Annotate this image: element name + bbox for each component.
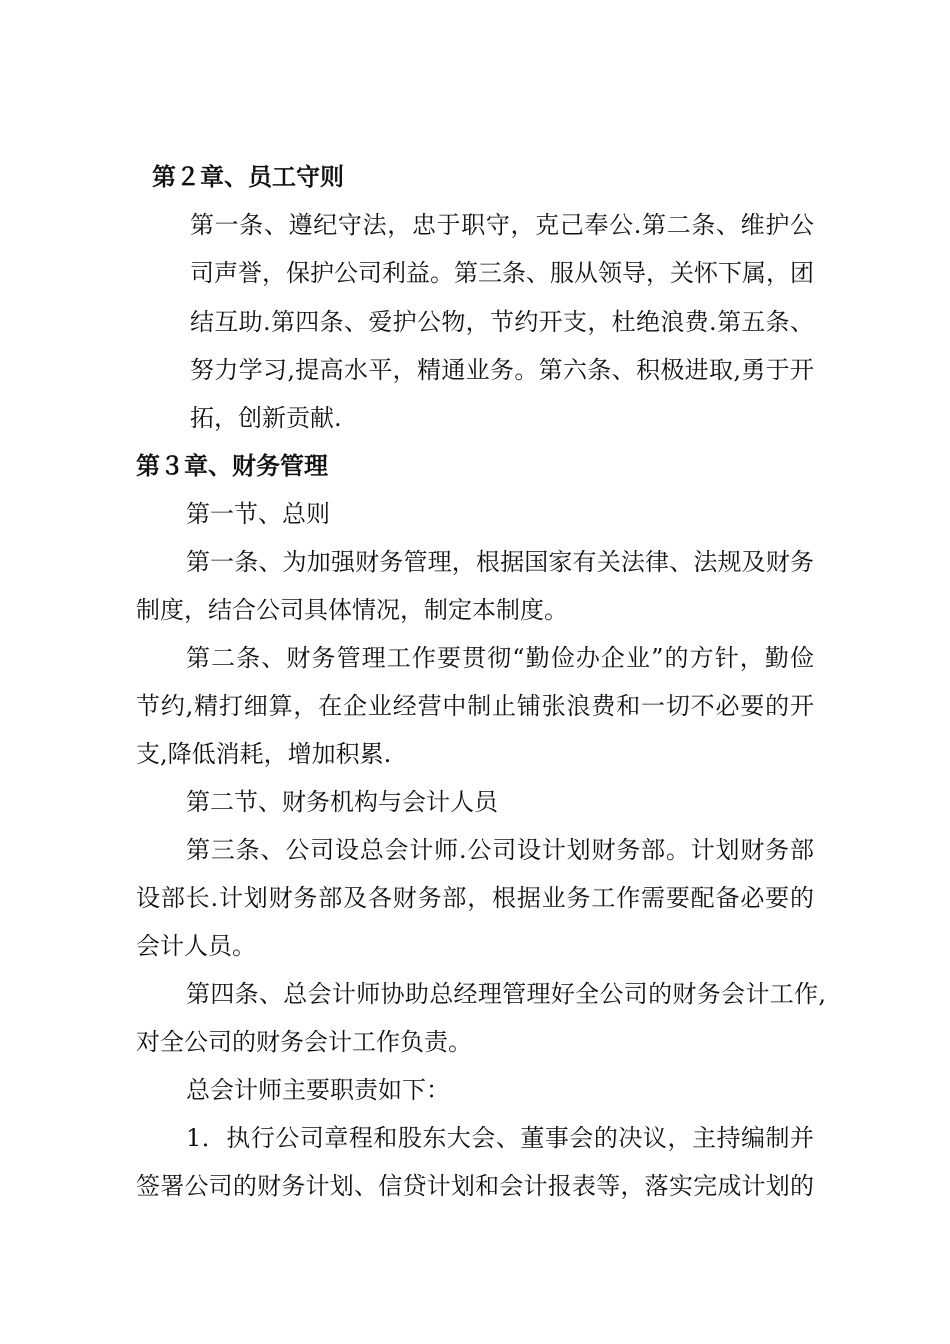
ch2-line-4: 努力学习,提高水平，精通业务。第六条、积极进取,勇于开 <box>190 356 814 384</box>
duty-1-line-1: 1．执行公司章程和股东大会、董事会的决议，主持编制并 <box>186 1124 814 1152</box>
ch2-line-2: 司声誉，保护公司利益。第三条、服从领导，关怀下属，团 <box>190 259 814 287</box>
ch2-line-3: 结互助.第四条、爱护公物，节约开支，杜绝浪费.第五条、 <box>190 308 814 336</box>
article-4-line-2: 对全公司的财务会计工作负责。 <box>136 1028 472 1056</box>
section-1-title: 第一节、总则 <box>186 500 330 528</box>
article-4-line-1: 第四条、总会计师协助总经理管理好全公司的财务会计工作, <box>186 980 826 1008</box>
ch2-line-1: 第一条、遵纪守法，忠于职守，克己奉公.第二条、维护公 <box>190 211 814 239</box>
article-2-line-3: 支,降低消耗，增加积累. <box>136 740 392 768</box>
article-1-line-2: 制度，结合公司具体情况，制定本制度。 <box>136 596 568 624</box>
section-2-title: 第二节、财务机构与会计人员 <box>186 788 498 816</box>
chapter-2-title: 第２章、员工守则 <box>152 162 344 191</box>
article-2-line-1: 第二条、财务管理工作要贯彻“勤俭办企业”的方针，勤俭 <box>186 644 814 672</box>
article-1-line-1: 第一条、为加强财务管理，根据国家有关法律、法规及财务 <box>186 548 814 576</box>
article-3-line-3: 会计人员。 <box>136 932 256 960</box>
article-3-line-1: 第三条、公司设总会计师.公司设计划财务部。计划财务部 <box>186 836 814 864</box>
article-3-line-2: 设部长.计划财务部及各财务部，根据业务工作需要配备必要的 <box>136 884 814 912</box>
ch2-line-5: 拓，创新贡献. <box>190 404 342 432</box>
duty-1-line-2: 签署公司的财务计划、信贷计划和会计报表等，落实完成计划的 <box>136 1172 814 1200</box>
chapter-3-title: 第３章、财务管理 <box>136 451 328 480</box>
duties-heading: 总会计师主要职责如下： <box>186 1076 450 1104</box>
article-2-line-2: 节约,精打细算，在企业经营中制止铺张浪费和一切不必要的开 <box>136 692 814 720</box>
